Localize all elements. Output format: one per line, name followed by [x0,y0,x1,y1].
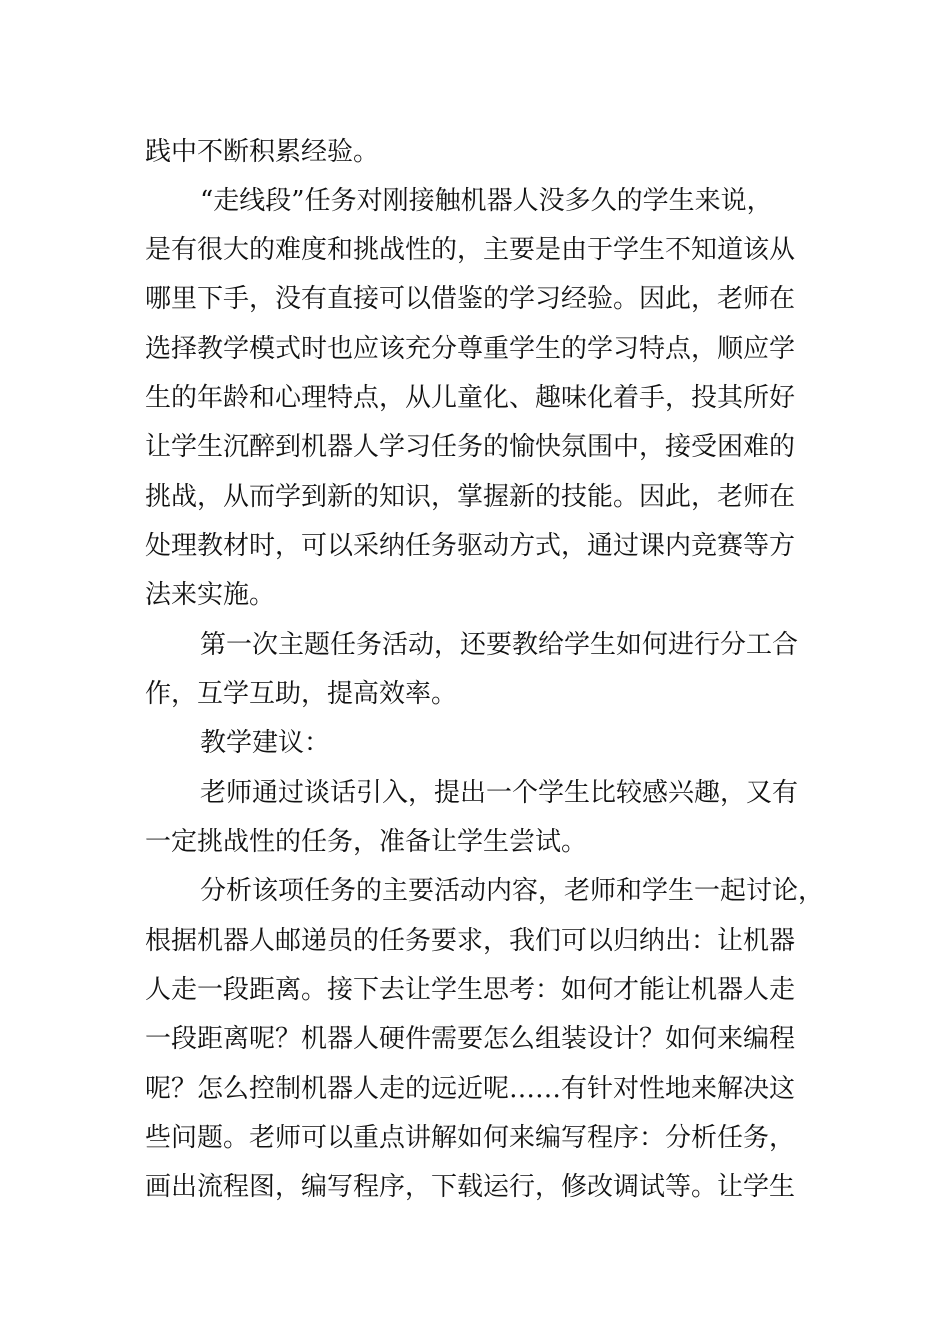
paragraph-start-line-14: 老师通过谈话引入，提出一个学生比较感兴趣，又有 [200,778,799,808]
text-line-5: 选择教学模式时也应该充分尊重学生的学习特点，顺应学 [145,334,796,364]
text-line-8: 挑战，从而学到新的知识，掌握新的技能。因此，老师在 [145,482,796,512]
text-line-15: 一定挑战性的任务，准备让学生尝试。 [145,827,588,857]
text-line-1: 践中不断积累经验。 [145,137,380,167]
text-line-12: 作，互学互助，提高效率。 [145,679,458,709]
paragraph-start-line-16: 分析该项任务的主要活动内容，老师和学生一起讨论， [200,876,825,906]
text-line-19: 一段距离呢？机器人硬件需要怎么组装设计？如何来编程 [145,1024,796,1054]
text-line-3: 是有很大的难度和挑战性的，主要是由于学生不知道该从 [145,235,796,265]
text-line-21: 些问题。老师可以重点讲解如何来编写程序：分析任务， [145,1123,796,1153]
text-line-18: 人走一段距离。接下去让学生思考：如何才能让机器人走 [145,975,796,1005]
text-line-17: 根据机器人邮递员的任务要求，我们可以归纳出：让机器 [145,926,796,956]
text-line-7: 让学生沉醉到机器人学习任务的愉快氛围中，接受困难的 [145,432,796,462]
text-line-4: 哪里下手，没有直接可以借鉴的学习经验。因此，老师在 [145,284,796,314]
text-line-6: 生的年龄和心理特点，从儿童化、趣味化着手，投其所好 [145,383,796,413]
text-line-22: 画出流程图，编写程序，下载运行，修改调试等。让学生 [145,1172,796,1202]
text-line-20: 呢？怎么控制机器人走的远近呢……有针对性地来解决这 [145,1074,796,1104]
section-heading-teaching-suggestions: 教学建议： [200,728,331,758]
text-line-10: 法来实施。 [145,580,276,610]
text-line-9: 处理教材时，可以采纳任务驱动方式，通过课内竞赛等方 [145,531,796,561]
paragraph-start-line-2: “走线段”任务对刚接触机器人没多久的学生来说， [200,186,773,216]
paragraph-start-line-11: 第一次主题任务活动，还要教给学生如何进行分工合 [200,630,799,660]
